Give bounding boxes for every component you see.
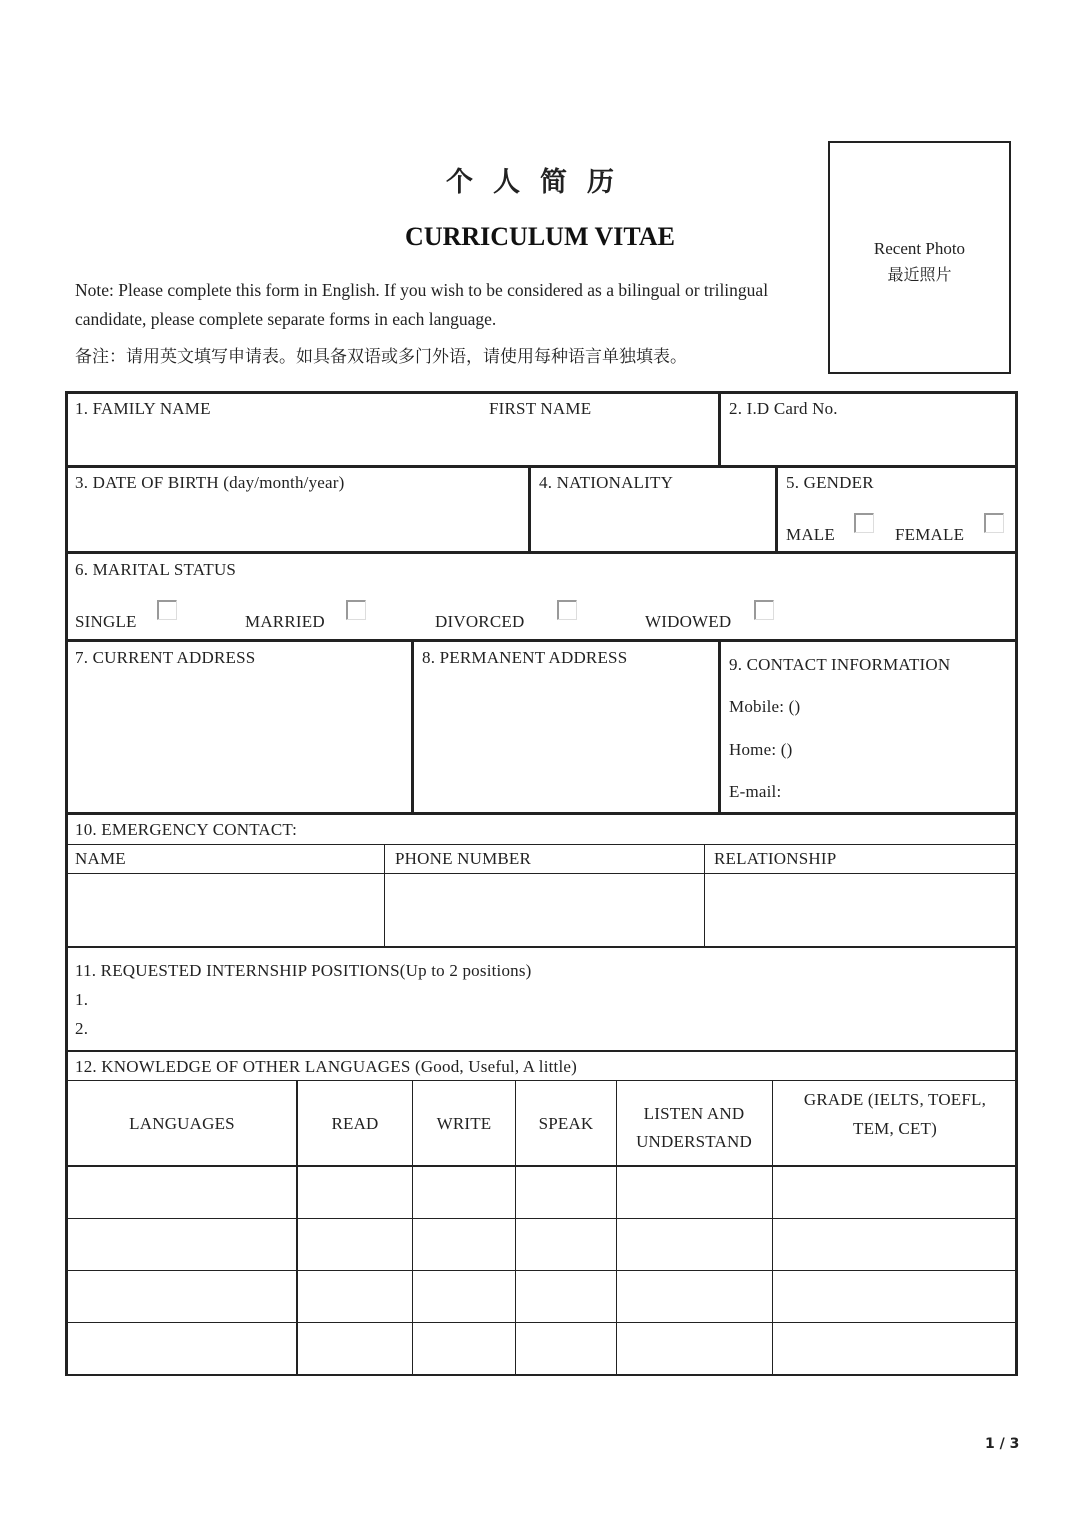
single-checkbox[interactable] bbox=[157, 600, 177, 620]
emergency-contact-label: 10. EMERGENCY CONTACT: bbox=[75, 820, 298, 839]
page-title-cn: 个人简历 bbox=[446, 167, 634, 197]
lang-header-languages: LANGUAGES bbox=[129, 1114, 235, 1133]
lang-header-read: READ bbox=[331, 1114, 379, 1133]
marital-status-label: 6. MARITAL STATUS bbox=[75, 560, 237, 579]
lang-header-write: WRITE bbox=[436, 1114, 492, 1133]
gender-label: 5. GENDER bbox=[786, 473, 874, 492]
male-label: MALE bbox=[786, 525, 835, 544]
photo-label-cn: 最近照片 bbox=[887, 265, 952, 284]
married-label: MARRIED bbox=[245, 612, 325, 631]
ec-relationship-header: RELATIONSHIP bbox=[714, 849, 837, 868]
note-english: Note: Please complete this form in English. If you wish to be considered as a bilingual or trilingual candidate, please complete separate forms in each language. bbox=[75, 280, 769, 329]
mobile-label: Mobile: () bbox=[729, 697, 801, 716]
current-address-label: 7. CURRENT ADDRESS bbox=[75, 648, 256, 667]
page-number: 1 / 3 bbox=[985, 1436, 1020, 1452]
widowed-label: WIDOWED bbox=[645, 612, 732, 631]
lang-header-speak: SPEAK bbox=[538, 1114, 594, 1133]
married-checkbox[interactable] bbox=[346, 600, 366, 620]
ec-name-header: NAME bbox=[75, 849, 126, 868]
note-chinese: 备注：请用英文填写申请表。如具备双语或多门外语，请使用每种语言单独填表。 bbox=[75, 347, 687, 367]
permanent-address-label: 8. PERMANENT ADDRESS bbox=[422, 648, 628, 667]
single-label: SINGLE bbox=[75, 612, 137, 631]
male-checkbox[interactable] bbox=[854, 513, 874, 533]
female-label: FEMALE bbox=[895, 525, 965, 544]
internship-label: 11. REQUESTED INTERNSHIP POSITIONS(Up to 2 positions) bbox=[75, 961, 532, 980]
first-name-label: FIRST NAME bbox=[489, 399, 592, 418]
home-phone-label: Home: () bbox=[729, 740, 793, 759]
internship-item-1: 1. bbox=[75, 990, 89, 1009]
dob-label: 3. DATE OF BIRTH (day/month/year) bbox=[75, 473, 345, 492]
family-name-label: 1. FAMILY NAME bbox=[75, 399, 211, 418]
lang-header-grade: GRADE (IELTS, TOEFL, TEM, CET) bbox=[803, 1090, 987, 1138]
widowed-checkbox[interactable] bbox=[754, 600, 774, 620]
photo-box[interactable] bbox=[828, 141, 1011, 374]
divorced-checkbox[interactable] bbox=[557, 600, 577, 620]
languages-label: 12. KNOWLEDGE OF OTHER LANGUAGES (Good, Useful, A little) bbox=[75, 1057, 577, 1076]
id-card-label: 2. I.D Card No. bbox=[729, 399, 838, 418]
female-checkbox[interactable] bbox=[984, 513, 1004, 533]
contact-info-label: 9. CONTACT INFORMATION bbox=[729, 655, 951, 674]
email-label: E-mail: bbox=[729, 782, 782, 801]
internship-item-2: 2. bbox=[75, 1019, 89, 1038]
divorced-label: DIVORCED bbox=[435, 612, 525, 631]
photo-label-en: Recent Photo bbox=[873, 239, 966, 258]
ec-phone-header: PHONE NUMBER bbox=[395, 849, 532, 868]
lang-header-listen: LISTEN AND UNDERSTAND bbox=[636, 1104, 752, 1151]
page-title: CURRICULUM VITAE bbox=[405, 222, 675, 251]
nationality-label: 4. NATIONALITY bbox=[539, 473, 674, 492]
